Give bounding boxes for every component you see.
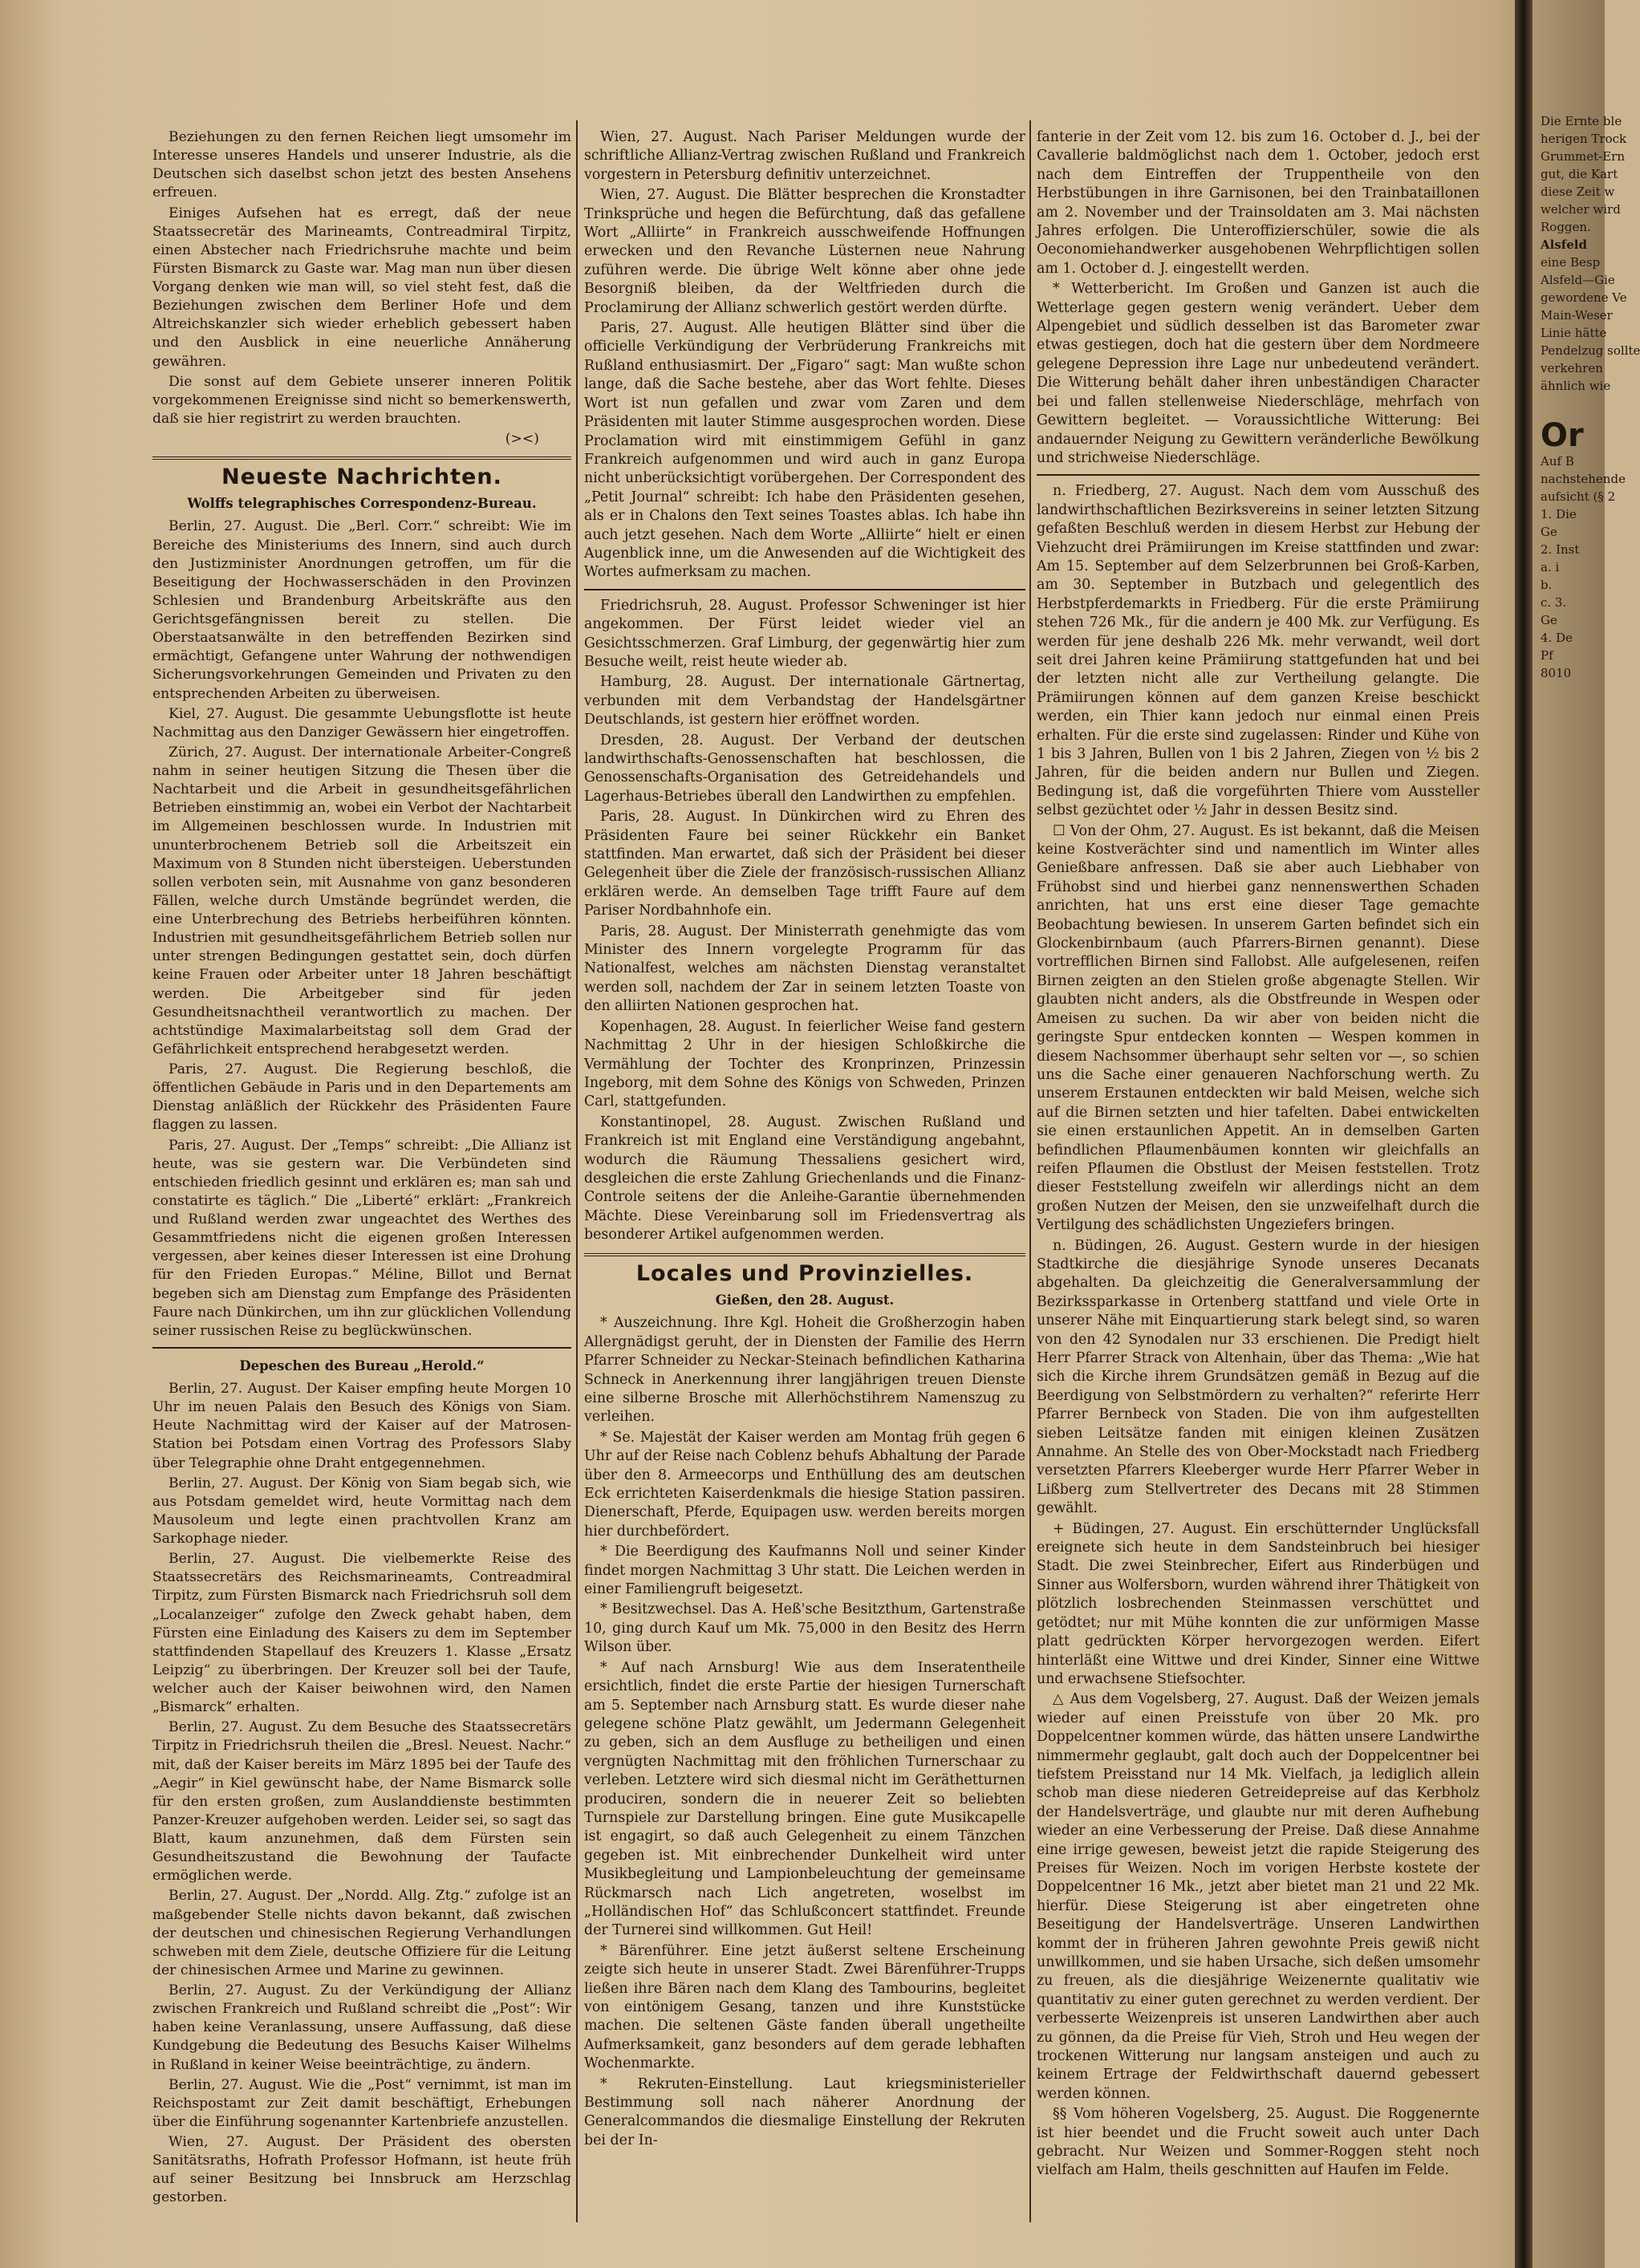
stub-line: Alsfeld — [1541, 237, 1587, 252]
local-item: * Bärenführer. Eine jetzt äußerst seltene Erscheinung zeigte sich heute in unserer Stadt. Zwei Bärenführer-Trupps ließen ihre Bären nach dem Klang des Tambourins, begleitet von eintönigem Gesang, tanzen und ihre Kunststücke machen. Die seltenen Gäste fanden überall ungetheilte Aufmerksamkeit, ganz besonders auf dem gerade lebhaften Wochenmarkte. — [584, 1942, 1025, 2072]
local-item: fanterie in der Zeit vom 12. bis zum 16. October d. J., bei der Cavallerie baldmöglichst nach dem 1. October, jedoch erst nach dem Eintreffen der Truppentheile von den Herbstübungen in ihre Garnisonen, bei den Trainbataillonen am 2. November und der Trainsoldaten am 3. Mai nächsten Jahres erfolgen. Die Unteroffizierschüler, sowie die als Oeconomiehandwerker ausgehobenen Wehrpflichtigen sollen am 1. October d. J. eingestellt werden. — [1037, 129, 1480, 277]
stub-line: Ge — [1541, 613, 1557, 627]
news-item: Hamburg, 28. August. Der internationale Gärtnertag, verbunden mit dem Verbandstag der Handelsgärtner Deutschlands, ist gestern hier eröffnet worden. — [584, 674, 1025, 728]
stub-line: a. i — [1541, 560, 1560, 574]
stub-line: Ge — [1541, 525, 1557, 539]
stub-line: 4. De — [1541, 631, 1573, 645]
local-item: * Auf nach Arnsburg! Wie aus dem Inseratentheile ersichtlich, findet die erste Partie der hiesigen Turnerschaft am 5. September nach Arnsburg statt. Es wurde dieser nahe gelegene schöne Platz gewählt, um Jedermann Gelegenheit zu geben, sich an dem Ausfluge zu betheiligen und einen vergnügten Nachmittag mit den fröhlichen Turnerschaar zu verleben. Letztere wird sich diesmal nicht im Geräthetturnen produciren, sondern die in neuerer Zeit so beliebten Turnspiele zur Darstellung bringen. Eine gute Musikcapelle ist engagirt, so daß auch Gelegenheit zu einem Tänzchen gegeben ist. Mit einbrechender Dunkelheit wird unter Musikbegleitung und Lampionbeleuchtung der gemeinsame Rückmarsch nach Lich angetreten, woselbst im „Holländischen Hof“ das Schlußconcert stattfindet. Freunde der Turnerei sind willkommen. Gut Heil! — [584, 1659, 1025, 1939]
news-item: Zürich, 27. August. Der internationale Arbeiter-Congreß nahm in seiner heutigen Sitzung die Thesen über die Nachtarbeit und die Arbeit in gesundheitsgefährlichen Betrieben einstimmig an, wobei ein Verbot der Nachtarbeit im Allgemeinen beschlossen wurde. In Industrien mit ununterbrochenem Betrieb soll die Arbeitszeit ein Maximum von 8 Stunden nicht übersteigen. Ueberstunden sollen verboten sein, mit Ausnahme von ganz besonderen Fällen, welche durch Umstände begründet werden, die eine Unterbrechung des Betriebs herbeiführen könnten. Industrien mit gesundheitsgefährlichem Betrieb sollen nur unter strengen Bedingungen gestattet sein, doch dürfen keine Frauen oder Arbeiter unter 18 Jahren beschäftigt werden. Die Arbeitgeber sind für jeden Gesundheitsnachtheil verantwortlich zu machen. Der achtstündige Maximalarbeitstag soll dem Grad der Gefährlichkeit entsprechend herabgesetzt werden. — [152, 744, 571, 1057]
news-item: Berlin, 27. August. Der „Nordd. Allg. Ztg.“ zufolge ist an maßgebender Stelle nichts davon bekannt, daß zwischen der deutschen und chinesischen Regierung Verhandlungen schweben mit dem Ziele, deutsche Offiziere für die Leitung der chinesischen Armee und Marine zu gewinnen. — [152, 1888, 571, 1978]
local-item: * Se. Majestät der Kaiser werden am Montag früh gegen 6 Uhr auf der Reise nach Coblenz behufs Abhaltung der Parade über den 8. Armeecorps und Enthüllung des am deutschen Eck errichteten Kaiserdenkmals die hiesige Station passiren. Dienerschaft, Pferde, Equipagen usw. werden bereits morgen hier durchbefördert. — [584, 1429, 1025, 1540]
stub-line: gewordene Ve — [1541, 290, 1627, 305]
stub-line: welcher wird — [1541, 202, 1621, 217]
dateline: Gießen, den 28. August. — [715, 1292, 895, 1308]
facing-page-stub — [1541, 112, 1640, 2198]
stub-line: eine Besp — [1541, 255, 1601, 270]
column-divider — [576, 120, 578, 2222]
stub-line: Main-Weser — [1541, 308, 1613, 323]
local-item: §§ Vom höheren Vogelsberg, 25. August. Die Roggenernte ist hier beendet und die Frucht soweit auch unter Dach gebracht. Nur Weizen und Sommer-Roggen steht noch vielfach am Halm, theils geschnitten auf Haufen im Felde. — [1037, 2106, 1480, 2179]
herold-bureau-title: Depeschen des Bureau „Herold.“ — [239, 1357, 485, 1373]
news-item: Berlin, 27. August. Zu der Verkündigung der Allianz zwischen Frankreich und Rußland schreibt die „Post“: Wir haben keine Veranlassung, unsere Auffassung, daß diese Kundgebung die Bedeutung des Besuchs Kaiser Wilhelms in Rußland in keiner Weise beeinträchtige, zu ändern. — [152, 1982, 571, 2073]
news-item: Berlin, 27. August. Zu dem Besuche des Staatssecretärs Tirpitz in Friedrichsruh theilen die „Bresl. Neuest. Nachr.“ mit, daß der Kaiser bereits im März 1895 bei der Taufe des „Aegir“ in Kiel gewünscht habe, der Name Bismarck solle für den ersten großen, zum Auslanddienste bestimmten Panzer-Kreuzer aufgehoben werden. Leider sei, so sagt das Blatt, kaum anzunehmen, daß dem Fürsten sein Gesundheitszustand die Bewohnung der Taufacte ermöglichen werde. — [152, 1719, 571, 1885]
stub-line: 2. Inst — [1541, 542, 1580, 557]
local-item: ☐ Von der Ohm, 27. August. Es ist bekannt, daß die Meisen keine Kostverächter sind und namentlich im Winter alles Genießbare anfressen. Daß sie aber auch Liebhaber von Frühobst sind und hierbei ganz nennenswerthen Schaden anrichten, hat uns erst eine dieser Tage gemachte Beobachtung bewiesen. In unserem Garten befindet sich ein Glockenbirnbaum (auch Pfarrers-Birnen genannt). Diese vortrefflichen Birnen sind Fallobst. Alle aufgelesenen, reifen Birnen zeigten an den Stielen große abgenagte Stellen. Wir glaubten nicht anders, als die Obstfreunde in Wespen oder Ameisen zu suchen. Da wir aber von beiden nicht die geringste Spur entdecken konnten — Wespen kommen in diesem Nachsommer überhaupt sehr selten vor —, so schien uns die Sache einer genaueren Nachforschung werth. Zu unserem Erstaunen entdeckten wir bald Meisen, welche sich auf die Birnen setzten und hier tafelten. Dabei entwickelten sie einen erstaunlichen Appetit. An in demselben Garten befindlichen Pflaumenbäumen konnten wir gleichfalls an reifen Pflaumen die Obstlust der Meisen feststellen. Trotz dieser Feststellung zweifeln wir allerdings nicht an dem großen Nutzen der Meisen, den sie unzweifelhaft durch die Vertilgung des schädlichsten Ungeziefers bringen. — [1037, 822, 1480, 1234]
local-item: * Besitzwechsel. Das A. Heß'sche Besitzthum, Gartenstraße 10, ging durch Kauf um Mk. 75,000 in den Besitz des Herrn Wilson über. — [584, 1601, 1025, 1656]
news-item: Wien, 27. August. Der Präsident des obersten Sanitätsraths, Hofrath Professor Hofmann, ist heute früh auf seiner Besitzung bei Innsbruck am Herzschlag gestorben. — [152, 2134, 571, 2206]
news-item: Paris, 27. August. Die Regierung beschloß, die öffentlichen Gebäude in Paris und in den Departements am Dienstag anläßlich der Rückkehr des Präsidenten Faure flaggen zu lassen. — [152, 1061, 571, 1134]
stub-line: diese Zeit w — [1541, 185, 1615, 199]
news-item: Wien, 27. August. Nach Pariser Meldungen wurde der schriftliche Allianz-Vertrag zwischen Rußland und Frankreich vorgestern in Petersburg definitiv unterzeichnet. — [584, 129, 1025, 183]
local-item: + Büdingen, 27. August. Ein erschütternder Unglücksfall ereignete sich heute in dem Sandsteinbruch bei hiesiger Stadt. Die zwei Steinbrecher, Eifert aus Rinderbügen und Sinner aus Wolfersborn, wurden während ihrer Thätigkeit von plötzlich losbrechenden Steinmassen verschüttet und getödtet; nur mit Mühe konnten die zur unförmigen Masse platt gedrückten Körper hervorgezogen werden. Eifert hinterläßt eine Wittwe und drei Kinder, Sinner eine Wittwe und erwachsene Stiefsochter. — [1037, 1520, 1480, 1687]
news-item: Berlin, 27. August. Die „Berl. Corr.“ schreibt: Wie im Bereiche des Ministeriums des Innern, sind auch durch den Justizminister Anordnungen getroffen, um für die Beseitigung der Hochwasserschäden in den Provinzen Schlesien und Brandenburg Arbeitskräfte aus den Gerichtsgefängnissen bereit zu stellen. Die Oberstaatsanwälte in den betreffenden Bezirken sind ermächtigt, Gefangene unter Wahrung der nothwendigen Sicherungsvorkehrungen Gemeinden und Privaten zu den entsprechenden Arbeiten zu überweisen. — [152, 518, 571, 702]
news-item: Paris, 27. August. Der „Temps“ schreibt: „Die Allianz ist heute, was sie gestern war. Die Verbündeten sind entschieden friedlich gesinnt und erklären es; man sah und constatirte es täglich.“ Die „Liberté“ erklärt: „Frankreich und Rußland werden zwar ungeachtet des Werthes des Gesammtfriedens nicht die eigenen großen Interessen vergessen, aber keines dieser Interessen ist eine Drohung für den Frieden Europas.“ Méline, Billot und Bernat begeben sich am Dienstag zum Empfange des Präsidenten Faure nach Dünkirchen, um ihn zur glücklichen Vollendung seiner russischen Reise zu beglückwünschen. — [152, 1137, 571, 1339]
news-item: Dresden, 28. August. Der Verband der deutschen landwirthschafts-Genossenschaften hat beschlossen, die Genossenschafts-Organisation des Getreidehandels und Lagerhaus-Betriebes überall den Landwirthen zu empfehlen. — [584, 732, 1025, 805]
news-item: Wien, 27. August. Die Blätter besprechen die Kronstadter Trinksprüche und hegen die Befürchtung, daß das gefallene Wort „Alliirte“ in Frankreich ausschweifende Hoffnungen erwecken und den Revanche Lüsternen neue Nahrung zuführen werde. Die übrige Welt könne aber ohne jede Besorgniß bleiben, da der Weltfrieden durch die Proclamirung der Allianz schwerlich gestört werden dürfte. — [584, 187, 1025, 316]
divider — [152, 456, 571, 460]
stub-line: gut, die Kart — [1541, 167, 1618, 181]
wolff-bureau-title: Wolffs telegraphisches Correspondenz-Bureau. — [187, 496, 537, 512]
stub-line: Grummet-Ern — [1541, 149, 1626, 164]
stub-line: Alsfeld—Gie — [1541, 273, 1615, 287]
stub-heading: Or — [1541, 417, 1584, 454]
stub-line: 8010 — [1541, 666, 1572, 680]
stub-line: Roggen. — [1541, 220, 1591, 234]
news-item: Friedrichsruh, 28. August. Professor Schweninger ist hier angekommen. Der Fürst leidet wieder viel an Gesichtsschmerzen. Graf Limburg, der gegenwärtig hier zum Besuche weilt, reist heute wieder ab. — [584, 597, 1025, 670]
stub-line: 1. Die — [1541, 507, 1577, 521]
news-item: Kopenhagen, 28. August. In feierlicher Weise fand gestern Nachmittag 2 Uhr in der hiesigen Schloßkirche die Vermählung der Tochter des Kronprinzen, Prinzessin Ingeborg, mit dem Sohne des Königs von Schweden, Prinzen Carl, stattgefunden. — [584, 1018, 1025, 1110]
local-item: * Die Beerdigung des Kaufmanns Noll und seiner Kinder findet morgen Nachmittag 3 Uhr statt. Die Leichen werden in einer Familiengruft beigesetzt. — [584, 1544, 1025, 1598]
stub-line: aufsicht (§ 2 — [1541, 489, 1616, 504]
intro-signature: (><) — [505, 431, 539, 447]
news-item: Konstantinopel, 28. August. Zwischen Rußland und Frankreich ist mit England eine Verständigung angebahnt, wodurch die Räumung Thessaliens gesichert wird, desgleichen die erste Zahlung Griechenlands und die Finanz-Controle seitens der die Anleihe-Garantie übernehmenden Mächte. Diese Vereinbarung soll im Friedensvertrag als besonderer Artikel aufgenommen werden. — [584, 1114, 1025, 1244]
intro-paragraph: Die sonst auf dem Gebiete unserer inneren Politik vorgekommenen Ereignisse sind nicht so bemerkenswerth, daß sie hier registrirt zu werden brauchten. — [152, 373, 571, 427]
column-divider — [1029, 120, 1031, 2222]
column-3 — [1037, 128, 1480, 2182]
divider — [584, 1253, 1025, 1256]
news-item: Berlin, 27. August. Die vielbemerkte Reise des Staatssecretärs des Reichsmarineamts, Contreadmiral Tirpitz, zum Fürsten Bismarck nach Friedrichsruh soll dem „Localanzeiger“ zufolge den Zweck gehabt haben, dem Fürsten eine Einladung des Kaisers zu dem im September stattfindenden Stapellauf des Kreuzers 1. Klasse „Ersatz Leipzig“ zu überbringen. Der Kreuzer soll bei der Taufe, welcher auch der Kaiser beiwohnen wird, den Namen „Bismarck“ erhalten. — [152, 1551, 571, 1716]
section-title-neueste-nachrichten: Neueste Nachrichten. — [221, 465, 502, 490]
local-item: △ Aus dem Vogelsberg, 27. August. Daß der Weizen jemals wieder auf einen Preisstufe von über 20 Mk. pro Doppelcentner kommen würde, das hätten unsere Landwirthe nimmermehr geglaubt, galt doch auch der Doppelcentner bei tiefstem Preisstand nur 14 Mk. Vielfach, ja lediglich allein schob man diese niederen Getreidepreise auf das Kerbholz der Handelsverträge, und glaubte nur mit deren Aufhebung wieder an eine Verbesserung der Preise. Daß diese Annahme eine irrige gewesen, beweist jetzt die rapide Steigerung des Preises für Weizen. Noch im vorigen Herbste kostete der Doppelcentner 16 Mk., jetzt aber bietet man 21 und 22 Mk. hierfür. Diese Steigerung ist aber eingetreten ohne Beseitigung der Handelsverträge. Unseren Landwirthen kommt der in früheren Jahren gewohnte Preis gewiß nicht unwillkommen, und sie haben Ursache, sich deßen umsomehr zu freuen, als die diesjährige Weizenernte qualitativ wie quantitativ zu einer guten gerechnet zu werden verdient. Der verbesserte Weizenpreis ist unseren Landwirthen aber auch zu gönnen, da die Preise für Vieh, Stroh und Heu wegen der trockenen Witterung nur langsam ansteigen und auch zu keinem Ertrage der Feldwirthschaft dauernd gebessert werden können. — [1037, 1691, 1480, 2102]
divider — [1037, 474, 1480, 476]
stub-line: Die Ernte ble — [1541, 114, 1622, 128]
news-item: Paris, 28. August. Der Ministerrath genehmigte das vom Minister des Innern vorgelegte Programm für das Nationalfest, welches am nächsten Dienstag veranstaltet werden soll, nachdem der Zar in seinem letzten Toaste von den alliirten Nationen gesprochen hat. — [584, 923, 1025, 1015]
stub-line: Pendelzug sollte — [1541, 343, 1640, 358]
stub-line: Auf B — [1541, 454, 1574, 469]
stub-line: Pf — [1541, 648, 1553, 663]
news-item: Berlin, 27. August. Der König von Siam begab sich, wie aus Potsdam gemeldet wird, heute Vormittag nach dem Mausoleum und legte einen prachtvollen Kranz am Sarkophage nieder. — [152, 1475, 571, 1547]
stub-line: herigen Trock — [1541, 132, 1627, 146]
stub-line: nachstehende — [1541, 472, 1626, 486]
book-spine — [1515, 0, 1532, 2268]
news-item: Berlin, 27. August. Der Kaiser empfing heute Morgen 10 Uhr im neuen Palais den Besuch des Königs von Siam. Heute Nachmittag wird der Kaiser auf der Matrosen-Station bei Potsdam einen Vortrag des Professors Slaby über Telegraphie ohne Draht entgegennehmen. — [152, 1381, 571, 1471]
intro-paragraph: Beziehungen zu den fernen Reichen liegt umsomehr im Interesse unseres Handels und unserer Industrie, als die Deutschen sich daselbst schon jetzt des besten Ansehens erfreuen. — [152, 129, 571, 201]
column-2 — [584, 128, 1025, 2152]
news-item: Berlin, 27. August. Wie die „Post“ vernimmt, ist man im Reichspostamt zur Zeit damit beschäftigt, Erhebungen über die Einführung sogenannter Kartenbriefe anzustellen. — [152, 2076, 571, 2130]
stub-line: ähnlich wie — [1541, 379, 1611, 393]
local-item: * Rekruten-Einstellung. Laut kriegsministerieller Bestimmung soll nach näherer Anordnung der Generalcommandos die diesmalige Einstellung der Rekruten bei der In- — [584, 2075, 1025, 2148]
local-item: n. Büdingen, 26. August. Gestern wurde in der hiesigen Stadtkirche die diesjährige Synode unseres Decanats abgehalten. Da gleichzeitig die Generalversammlung der Bezirkssparkasse in Ortenberg stattfand und viele Orte in unserer Nähe mit Einquartierung stark belegt sind, so waren von den 42 Synodalen nur 33 erschienen. Die Predigt hielt Herr Pfarrer Strack von Altenhain, über das Thema: „Wie hat sich die Kirche ihrem Grundsätzen gemäß in Bezug auf die Beerdigung von Selbstmördern zu verhalten?“ referirte Herr Pfarrer Bernbeck von Staden. Die von ihm aufgestellten sieben Leitsätze fanden mit einigen kleinen Zusätzen Annahme. An Stelle des von Ober-Mockstadt nach Friedberg versetzten Pfarrers Kleeberger wurde Herr Pfarrer Weber in Lißberg zum Stellvertreter des Decans mit 28 Stimmen gewählt. — [1037, 1237, 1480, 1517]
local-item: n. Friedberg, 27. August. Nach dem vom Ausschuß des landwirthschaftlichen Bezirksvereins in seiner letzten Sitzung gefaßten Beschluß werden in diesem Herbst zur Hebung der Viehzucht drei Prämiirungen im Kreise stattfinden und zwar: Am 15. September auf dem Selzerbrunnen bei Groß-Karben, am 30. September in Butzbach und gelegentlich des Herbstpferdemarkts in Friedberg. Für die erste Prämiirung stehen 726 Mk., für die andern je 400 Mk. zur Verfügung. Es werden für jene deshalb 226 Mk. mehr verwandt, weil dort seit drei Jahren keine Prämiirung stattgefunden hat und bei der letzten nicht alle zur Vertheilung gelangte. Die Prämiirungen können auf dem ganzen Kreise beschickt werden, ein Thier kann jedoch nur einmal einen Preis erhalten. Für die erste sind zugelassen: Rinder und Kühe von 1 bis 3 Jahren, Bullen von 1 bis 2 Jahren, Ziegen von ½ bis 2 Jahren, für die beiden andern nur Bullen und Ziegen. Bedingung ist, daß die vorgeführten Thiere vom Aussteller selbst gezüchtet oder ½ Jahr in dessen Besitz sind. — [1037, 483, 1480, 819]
news-item: Paris, 27. August. Alle heutigen Blätter sind über die officielle Verkündigung der Verbrüderung Frankreichs mit Rußland enthusiasmirt. Der „Figaro“ sagt: Man wußte schon lange, daß die Sache bestehe, aber das Wort fehlte. Dieses Wort ist nun gefallen und zwar vom Zaren und dem Präsidenten mit lauter Stimme ausgesprochen worden. Diese Proclamation wird mit einstimmigem Gefühl in ganz Frankreich aufgenommen und wird auch in ganz Europa nicht unberücksichtigt vorübergehen. Der Correspondent des „Petit Journal“ schreibt: Ich habe den Präsidenten gesehen, als er in Chalons den Text seines Toastes ablas. Ich habe ihn auch jetzt gesehen. Nach dem Worte „Alliirte“ hielt er einen Augenblick inne, um die Anwesenden auf die Wichtigkeit des Wortes aufmerksam zu machen. — [584, 320, 1025, 581]
stub-line: verkehren — [1541, 361, 1603, 375]
intro-paragraph: Einiges Aufsehen hat es erregt, daß der neue Staatssecretär des Marineamts, Contreadmiral Tirpitz, einen Abstecher nach Friedrichsruhe machte und beim Fürsten Bismarck zu Gaste war. Mag man nun über diesen Vorgang denken wie man will, so viel steht fest, daß die Beziehungen zwischen dem Berliner Hofe und dem Altreichskanzler sich wieder erheblich gebessert haben und den Ausblick in eine neuerliche Annäherung gewähren. — [152, 205, 571, 370]
divider — [152, 1347, 571, 1349]
news-item: Kiel, 27. August. Die gesammte Uebungsflotte ist heute Nachmittag aus den Danziger Gewässern hier eingetroffen. — [152, 705, 571, 740]
stub-line: c. 3. — [1541, 595, 1567, 610]
stub-line: b. — [1541, 578, 1553, 592]
column-1 — [152, 128, 571, 2209]
stub-line: Linie hätte — [1541, 326, 1607, 340]
local-item: * Wetterbericht. Im Großen und Ganzen ist auch die Wetterlage gegen gestern wenig verändert. Ueber dem Alpengebiet und südlich desselben ist das Barometer zwar etwas gestiegen, doch hat die gestern über dem Nordmeere gelegene Depression ihre Lage nur unbedeutend verändert. Die Witterung behält daher ihren unbeständigen Character bei und fallen stellenweise Niederschläge, mehrfach von Gewittern begleitet. — Voraussichtliche Witterung: Bei andauernder Neigung zu Gewittern veränderliche Bewölkung und strichweise Niederschläge. — [1037, 281, 1480, 466]
divider — [584, 589, 1025, 590]
news-item: Paris, 28. August. In Dünkirchen wird zu Ehren des Präsidenten Faure bei seiner Rückkehr ein Banket stattfinden. Man erwartet, daß sich der Präsident bei dieser Gelegenheit über die Ziele der französisch-russischen Allianz erklären werde. An demselben Tage trifft Faure auf dem Pariser Nordbahnhofe ein. — [584, 809, 1025, 919]
local-item: * Auszeichnung. Ihre Kgl. Hoheit die Großherzogin haben Allergnädigst geruht, der in Diensten der Familie des Herrn Pfarrer Schneider zu Neckar-Steinach befindlichen Katharina Schneck in Anerkennung ihrer langjährigen treuen Dienste eine silberne Brosche mit Allerhöchstihrem Namenszug zu verleihen. — [584, 1315, 1025, 1426]
section-title-locales: Locales und Provinzielles. — [635, 1260, 974, 1286]
